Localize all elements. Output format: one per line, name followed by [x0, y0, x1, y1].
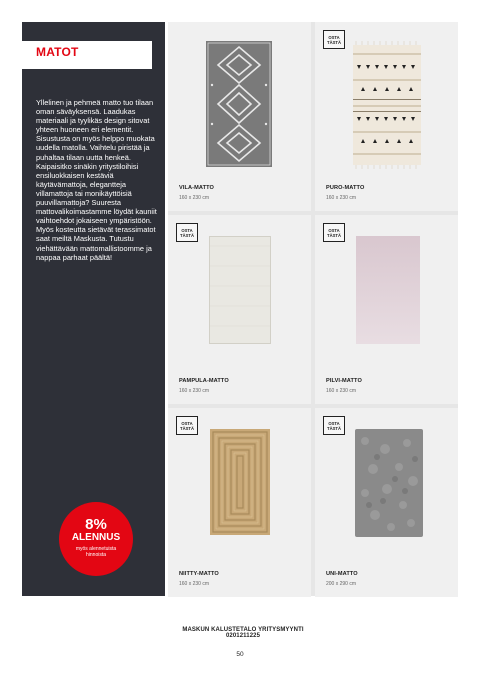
discount-subtext: myös alennetuista hinnoista	[75, 546, 117, 558]
buy-here-button[interactable]	[176, 223, 198, 242]
niitty-rug-image	[210, 429, 270, 535]
buy-here-button[interactable]	[323, 416, 345, 435]
product-name: PAMPULA-MATTO	[179, 378, 229, 384]
footer-company-info: MASKUN KALUSTETALO YRITYSMYYNTI 0201211225	[182, 627, 304, 639]
buy-badge-line2: TÄSTÄ	[327, 425, 341, 431]
buy-badge-line1: OSTA	[328, 227, 340, 233]
product-size: 160 x 230 cm	[179, 388, 210, 394]
buy-badge-line1: OSTA	[181, 227, 193, 233]
vila-rug-image	[206, 41, 272, 167]
pilvi-rug-image	[356, 236, 420, 344]
product-name: NIITTY-MATTO	[179, 571, 219, 577]
product-card-vila[interactable]	[168, 22, 311, 211]
buy-badge-line2: TÄSTÄ	[327, 232, 341, 238]
buy-badge-line1: OSTA	[328, 34, 340, 40]
product-card-puro[interactable]	[315, 22, 458, 211]
product-card-pilvi[interactable]	[315, 215, 458, 404]
product-name: PILVI-MATTO	[326, 378, 362, 384]
buy-badge-line1: OSTA	[328, 420, 340, 426]
buy-badge-line2: TÄSTÄ	[327, 39, 341, 45]
puro-rug-image	[353, 41, 421, 169]
product-card-niitty[interactable]	[168, 408, 311, 597]
category-description: Yllelinen ja pehmeä matto tuo tilaan oman säväyksensä. Laadukas materiaali ja tyylikäs design sitovat yhteen huoneen eri elementit. Sisustusta on myös helppo muokata uudella matolla. Vaihtelu piristää ja puhaltaa tilaan uutta henkeä. Kaipaisitko sinäkin yritystiloihisi ensiluokkaisen kestäviä käytävämattoja, eleganttеja villamattoja tai monikäyttöisiä puuvillamattoja? Suuresta mattovalikoimastamme löydät kauniit vaihtoehdot jokaiseen ympäristöön. Myös kosteutta sietävät terassimatot saat meiltä Maskusta. Tutustu viehättävään mattomallistoomme ja nappaa parhaat päältä!	[36, 98, 157, 262]
buy-here-button[interactable]	[323, 223, 345, 242]
product-card-pampula[interactable]	[168, 215, 311, 404]
sidebar-title-bar	[22, 41, 152, 69]
discount-word: ALENNUS	[71, 532, 121, 543]
pampula-rug-image	[209, 236, 271, 344]
page-number: 50	[236, 651, 244, 658]
discount-percent: 8%	[85, 516, 107, 533]
buy-here-button[interactable]	[176, 416, 198, 435]
buy-here-button[interactable]	[323, 30, 345, 49]
discount-badge	[59, 502, 133, 576]
buy-badge-line2: TÄSTÄ	[180, 232, 194, 238]
buy-badge-line1: OSTA	[181, 420, 193, 426]
product-size: 160 x 230 cm	[179, 195, 210, 201]
product-size: 160 x 230 cm	[179, 581, 210, 587]
category-title: MATOT	[36, 45, 79, 59]
product-name: VILA-MATTO	[179, 185, 214, 191]
product-card-uni[interactable]	[315, 408, 458, 597]
product-size: 160 x 230 cm	[326, 195, 357, 201]
uni-rug-image	[355, 429, 423, 537]
product-name: PURO-MATTO	[326, 185, 365, 191]
product-grid	[168, 22, 458, 596]
product-name: UNI-MATTO	[326, 571, 358, 577]
product-size: 160 x 230 cm	[326, 388, 357, 394]
product-size: 200 x 290 cm	[326, 581, 357, 587]
buy-badge-line2: TÄSTÄ	[180, 425, 194, 431]
category-sidebar	[22, 22, 165, 596]
